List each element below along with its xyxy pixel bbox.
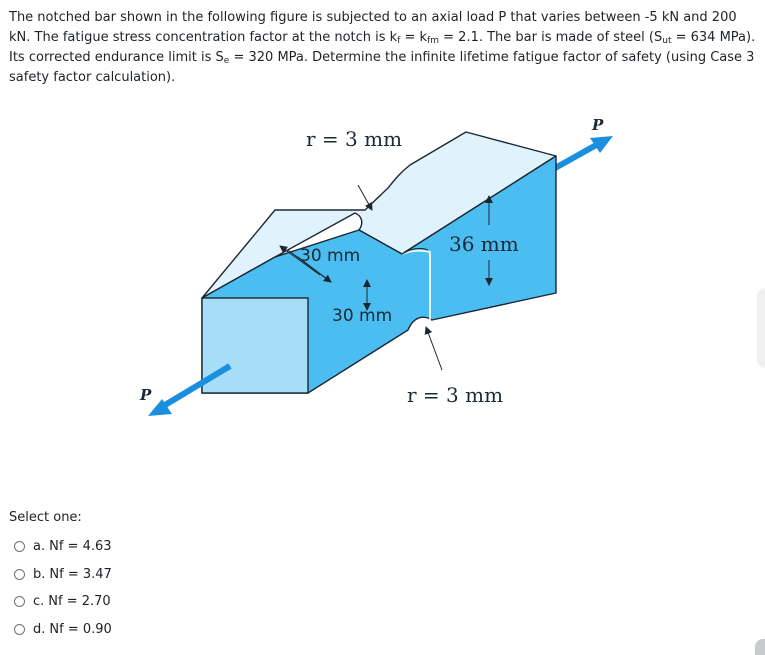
label-radius-top: r = 3 mm xyxy=(306,127,403,151)
label-load-right: P xyxy=(592,116,604,134)
option-text: Nf = 3.47 xyxy=(49,566,112,582)
option-letter: b. xyxy=(33,566,46,582)
notched-bar-figure xyxy=(120,100,640,460)
option-c[interactable] xyxy=(14,588,112,616)
bar-end-face xyxy=(202,298,308,393)
option-letter: a. xyxy=(33,539,46,555)
radio-button-icon[interactable] xyxy=(14,569,25,580)
radio-button-icon[interactable] xyxy=(14,624,25,635)
option-b[interactable] xyxy=(14,561,112,589)
side-scroll-handle[interactable] xyxy=(757,288,765,368)
option-text: Nf = 4.63 xyxy=(49,539,112,555)
option-a[interactable] xyxy=(14,533,112,561)
option-d[interactable] xyxy=(14,616,112,644)
option-text: Nf = 0.90 xyxy=(49,621,112,637)
select-one-label: Select one: xyxy=(9,510,82,525)
radio-button-icon[interactable] xyxy=(14,541,25,552)
label-width: 30 mm xyxy=(300,246,361,266)
load-arrow-right xyxy=(548,136,613,172)
option-letter: d. xyxy=(33,621,46,637)
label-height: 36 mm xyxy=(449,232,519,256)
label-depth: 30 mm xyxy=(332,306,393,326)
corner-widget[interactable] xyxy=(755,639,765,655)
label-load-left: P xyxy=(140,386,152,404)
radio-button-icon[interactable] xyxy=(14,596,25,607)
option-letter: c. xyxy=(33,594,45,610)
answer-options xyxy=(14,533,112,643)
question-text: The notched bar shown in the following figure is subjected to an axial load P that varies between -5 kN and 200 kN. The fatigue stress concentration factor at the notch is $k_f = k_{fm} = 2.1$. The bar is made of steel ($S_{ut} = 634$ MPa). Its corrected endurance limit is $S_e = 320$ MPa. Determine the infinite lifetime fatigue factor of safety (using Case 3 safety factor calculation). xyxy=(9,10,756,85)
option-text: Nf = 2.70 xyxy=(48,594,111,610)
label-radius-bottom: r = 3 mm xyxy=(407,383,504,407)
